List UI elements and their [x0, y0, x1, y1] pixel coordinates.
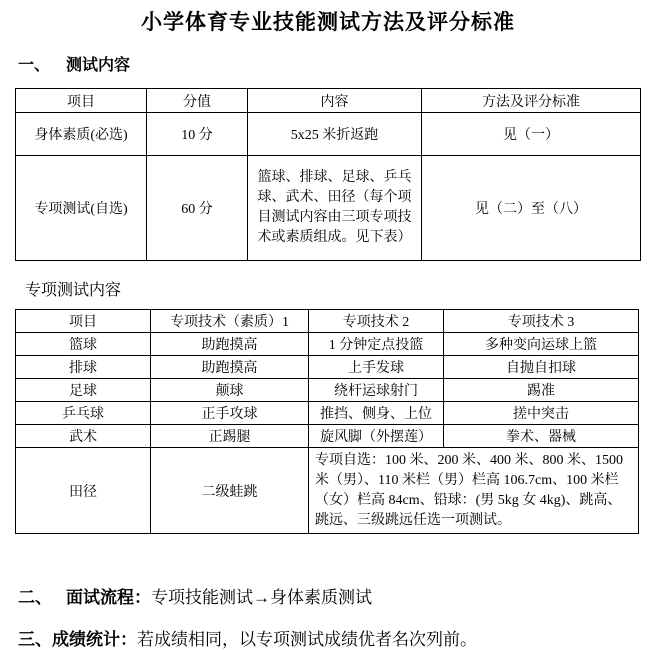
header-cell-method: 方法及评分标准 [422, 89, 641, 113]
special-test-table [15, 309, 639, 534]
test-content-table [15, 88, 641, 261]
cell-score: 60 分 [147, 156, 248, 261]
table-row-volleyball [16, 356, 639, 379]
header-cell-score: 分值 [147, 89, 248, 113]
interview-flow-line [18, 583, 656, 608]
table-row-athletics [16, 448, 639, 534]
cell-skill2: 推挡、侧身、上位 [309, 402, 444, 425]
cell-skill3: 踢准 [444, 379, 639, 402]
table-row [16, 156, 641, 261]
cell-sport: 排球 [16, 356, 151, 379]
header-cell-skill3: 专项技术 3 [444, 310, 639, 333]
header-cell-content: 内容 [248, 89, 422, 113]
table-header-row [16, 89, 641, 113]
section-number: 三、 [18, 630, 52, 650]
section-number: 二、 [18, 588, 52, 608]
section-number: 一、 [18, 57, 51, 75]
score-statistics-text: 若成绩相同，以专项测试成绩优者名次列前。 [137, 630, 477, 650]
cell-content: 篮球、排球、足球、乒乓球、武术、田径（每个项目测试内容由三项专项技术或素质组成。见下表） [248, 156, 422, 261]
header-cell-item: 项目 [16, 310, 151, 333]
table-row [16, 113, 641, 156]
header-cell-skill1: 专项技术（素质）1 [151, 310, 309, 333]
table-row-tabletennis [16, 402, 639, 425]
header-cell-item: 项目 [16, 89, 147, 113]
cell-skill1: 助跑摸高 [151, 333, 309, 356]
interview-flow-label: 面试流程： [66, 588, 151, 608]
interview-flow-text: 专项技能测试→身体素质测试 [151, 588, 372, 608]
cell-sport: 武术 [16, 425, 151, 448]
cell-score: 10 分 [147, 113, 248, 156]
special-test-content-caption: 专项测试内容 [25, 282, 122, 300]
cell-skill1: 正踢腿 [151, 425, 309, 448]
cell-skill3: 自抛自扣球 [444, 356, 639, 379]
section-test-content-heading [18, 52, 656, 75]
table-row-basketball [16, 333, 639, 356]
cell-skill2: 1 分钟定点投篮 [309, 333, 444, 356]
cell-athletics-options: 专项自选：100 米、200 米、400 米、800 米、1500 米（男）、110 米栏（男）栏高 106.7cm、100 米栏（女）栏高 84cm、铅球：(男 5kg 女 4kg)、跳高、跳远、三级跳远任选一项测试。 [309, 448, 639, 534]
cell-skill2: 旋风脚（外摆莲） [309, 425, 444, 448]
cell-skill3: 拳术、器械 [444, 425, 639, 448]
cell-method: 见（二）至（八） [422, 156, 641, 261]
cell-skill3: 搓中突击 [444, 402, 639, 425]
cell-skill1: 二级蛙跳 [151, 448, 309, 534]
cell-skill2: 上手发球 [309, 356, 444, 379]
cell-skill1: 助跑摸高 [151, 356, 309, 379]
cell-sport: 乒乓球 [16, 402, 151, 425]
cell-method: 见（一） [422, 113, 641, 156]
table-row-football [16, 379, 639, 402]
score-statistics-label: 成绩统计： [52, 630, 137, 650]
cell-content: 5x25 米折返跑 [248, 113, 422, 156]
page-title: 小学体育专业技能测试方法及评分标准 [141, 10, 515, 34]
cell-item: 身体素质(必选) [16, 113, 147, 156]
table-row-wushu [16, 425, 639, 448]
cell-item: 专项测试(自选) [16, 156, 147, 261]
header-cell-skill2: 专项技术 2 [309, 310, 444, 333]
cell-sport: 田径 [16, 448, 151, 534]
section-title: 测试内容 [66, 57, 131, 75]
cell-skill1: 正手攻球 [151, 402, 309, 425]
cell-skill3: 多种变向运球上篮 [444, 333, 639, 356]
cell-skill2: 绕杆运球射门 [309, 379, 444, 402]
cell-skill1: 颠球 [151, 379, 309, 402]
score-statistics-line [18, 625, 656, 650]
table-header-row [16, 310, 639, 333]
cell-sport: 篮球 [16, 333, 151, 356]
cell-sport: 足球 [16, 379, 151, 402]
